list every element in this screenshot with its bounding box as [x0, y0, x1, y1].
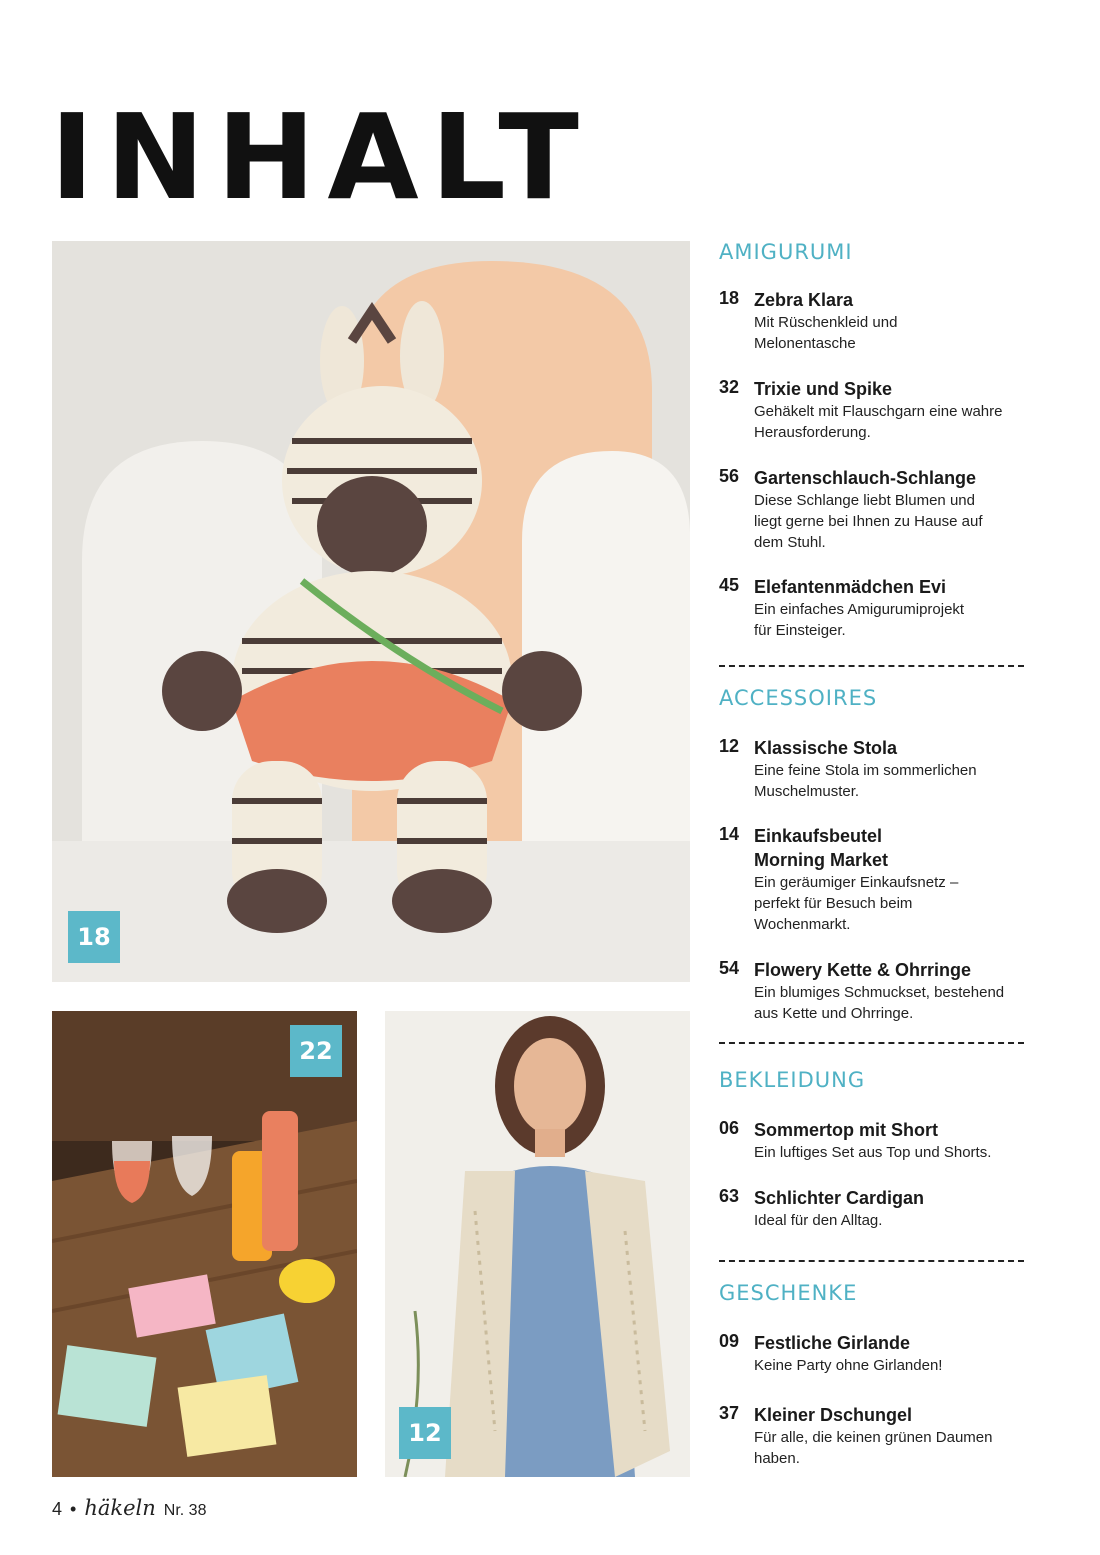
toc-entry[interactable] — [719, 1403, 1049, 1469]
toc-entry-desc: perfekt für Besuch beim — [754, 895, 913, 912]
issue-number: Nr. 38 — [163, 1502, 207, 1519]
woman-cardigan-photo — [385, 1011, 690, 1477]
toc-entry-desc: Für alle, die keinen grünen Daumen — [754, 1429, 993, 1446]
toc-entry-desc: haben. — [754, 1450, 800, 1467]
toc-entry-desc: Ein einfaches Amigurumiprojekt — [754, 601, 965, 618]
toc-entry-page: 63 — [719, 1186, 740, 1206]
toc-entry-desc: Ein geräumiger Einkaufsnetz – — [754, 874, 959, 891]
page-badge-22: 22 — [290, 1025, 342, 1077]
toc-entry-desc: Eine feine Stola im sommerlichen — [754, 762, 977, 779]
page-number: 4 — [52, 1499, 63, 1519]
toc-entry-title: Elefantenmädchen Evi — [754, 577, 947, 597]
toc-entry-title: Sommertop mit Short — [754, 1120, 939, 1140]
toc-entry[interactable] — [719, 288, 1049, 354]
toc-entry-desc: Ein luftiges Set aus Top und Shorts. — [754, 1144, 992, 1161]
section-title-amigurumi: AMIGURUMI — [719, 240, 853, 264]
toc-entry[interactable] — [719, 958, 1049, 1024]
toc-entry-desc: Ideal für den Alltag. — [754, 1212, 883, 1229]
toc-entry-title: Trixie und Spike — [754, 379, 893, 399]
section-title-bekleidung: BEKLEIDUNG — [719, 1068, 866, 1092]
section-divider — [719, 1260, 1024, 1262]
toc-entry-title: Festliche Girlande — [754, 1333, 911, 1353]
page-title: INHALT — [50, 88, 591, 226]
toc-entry-page: 06 — [719, 1118, 740, 1138]
coasters-drinks-photo — [52, 1011, 357, 1477]
toc-entry-page: 45 — [719, 575, 740, 595]
toc-entry-desc: Ein blumiges Schmuckset, bestehend — [754, 984, 1005, 1001]
toc-entry-title: Schlichter Cardigan — [754, 1188, 925, 1208]
toc-entry-page: 09 — [719, 1331, 740, 1351]
page-badge-12: 12 — [399, 1407, 451, 1459]
section-title-accessoires: ACCESSOIRES — [719, 686, 878, 710]
toc-entry-page: 37 — [719, 1403, 740, 1423]
toc-entry-title: Zebra Klara — [754, 290, 854, 310]
page-footer — [52, 1496, 206, 1520]
toc-entry-title: Flowery Kette & Ohrringe — [754, 960, 972, 980]
toc-entry-desc: Diese Schlange liebt Blumen und — [754, 492, 975, 509]
toc-entry[interactable] — [719, 824, 1049, 935]
toc-entry-title: Einkaufsbeutel — [754, 826, 883, 846]
toc-entry[interactable] — [719, 377, 1049, 443]
toc-entry-title: Gartenschlauch-Schlange — [754, 468, 977, 488]
toc-entry-page: 12 — [719, 736, 740, 756]
toc-entry-desc: Muschelmuster. — [754, 783, 860, 800]
section-title-geschenke: GESCHENKE — [719, 1281, 858, 1305]
toc-entry-desc: dem Stuhl. — [754, 534, 826, 551]
toc-entry-title: Kleiner Dschungel — [754, 1405, 913, 1425]
toc-entry-title-line2: Morning Market — [754, 850, 889, 870]
toc-entry[interactable] — [719, 736, 1049, 802]
section-divider — [719, 1042, 1024, 1044]
toc-entry[interactable] — [719, 1118, 1049, 1163]
toc-entry-page: 54 — [719, 958, 740, 978]
toc-entry-desc: aus Kette und Ohrringe. — [754, 1005, 914, 1022]
zebra-amigurumi-photo — [52, 241, 690, 982]
toc-entry-page: 14 — [719, 824, 740, 844]
toc-entry-desc: Mit Rüschenkleid und — [754, 314, 898, 331]
toc-entry-page: 56 — [719, 466, 740, 486]
toc-entry-page: 32 — [719, 377, 740, 397]
toc-entry-desc: Herausforderung. — [754, 424, 871, 441]
toc-entry-desc: liegt gerne bei Ihnen zu Hause auf — [754, 513, 983, 530]
toc-entry-page: 18 — [719, 288, 740, 308]
toc-entry[interactable] — [719, 1331, 1049, 1376]
toc-entry-desc: Wochenmarkt. — [754, 916, 851, 933]
toc-entry-desc: für Einsteiger. — [754, 622, 846, 639]
toc-entry[interactable] — [719, 575, 1049, 641]
section-divider — [719, 665, 1024, 667]
magazine-brand: häkeln — [84, 1496, 156, 1520]
toc-entry-title: Klassische Stola — [754, 738, 898, 758]
toc-entry[interactable] — [719, 466, 1049, 553]
footer-bullet: • — [70, 1499, 77, 1519]
toc-entry[interactable] — [719, 1186, 1049, 1231]
toc-entry-desc: Melonentasche — [754, 335, 856, 352]
page-badge-18: 18 — [68, 911, 120, 963]
toc-entry-desc: Gehäkelt mit Flauschgarn eine wahre — [754, 403, 1003, 420]
toc-entry-desc: Keine Party ohne Girlanden! — [754, 1357, 943, 1374]
